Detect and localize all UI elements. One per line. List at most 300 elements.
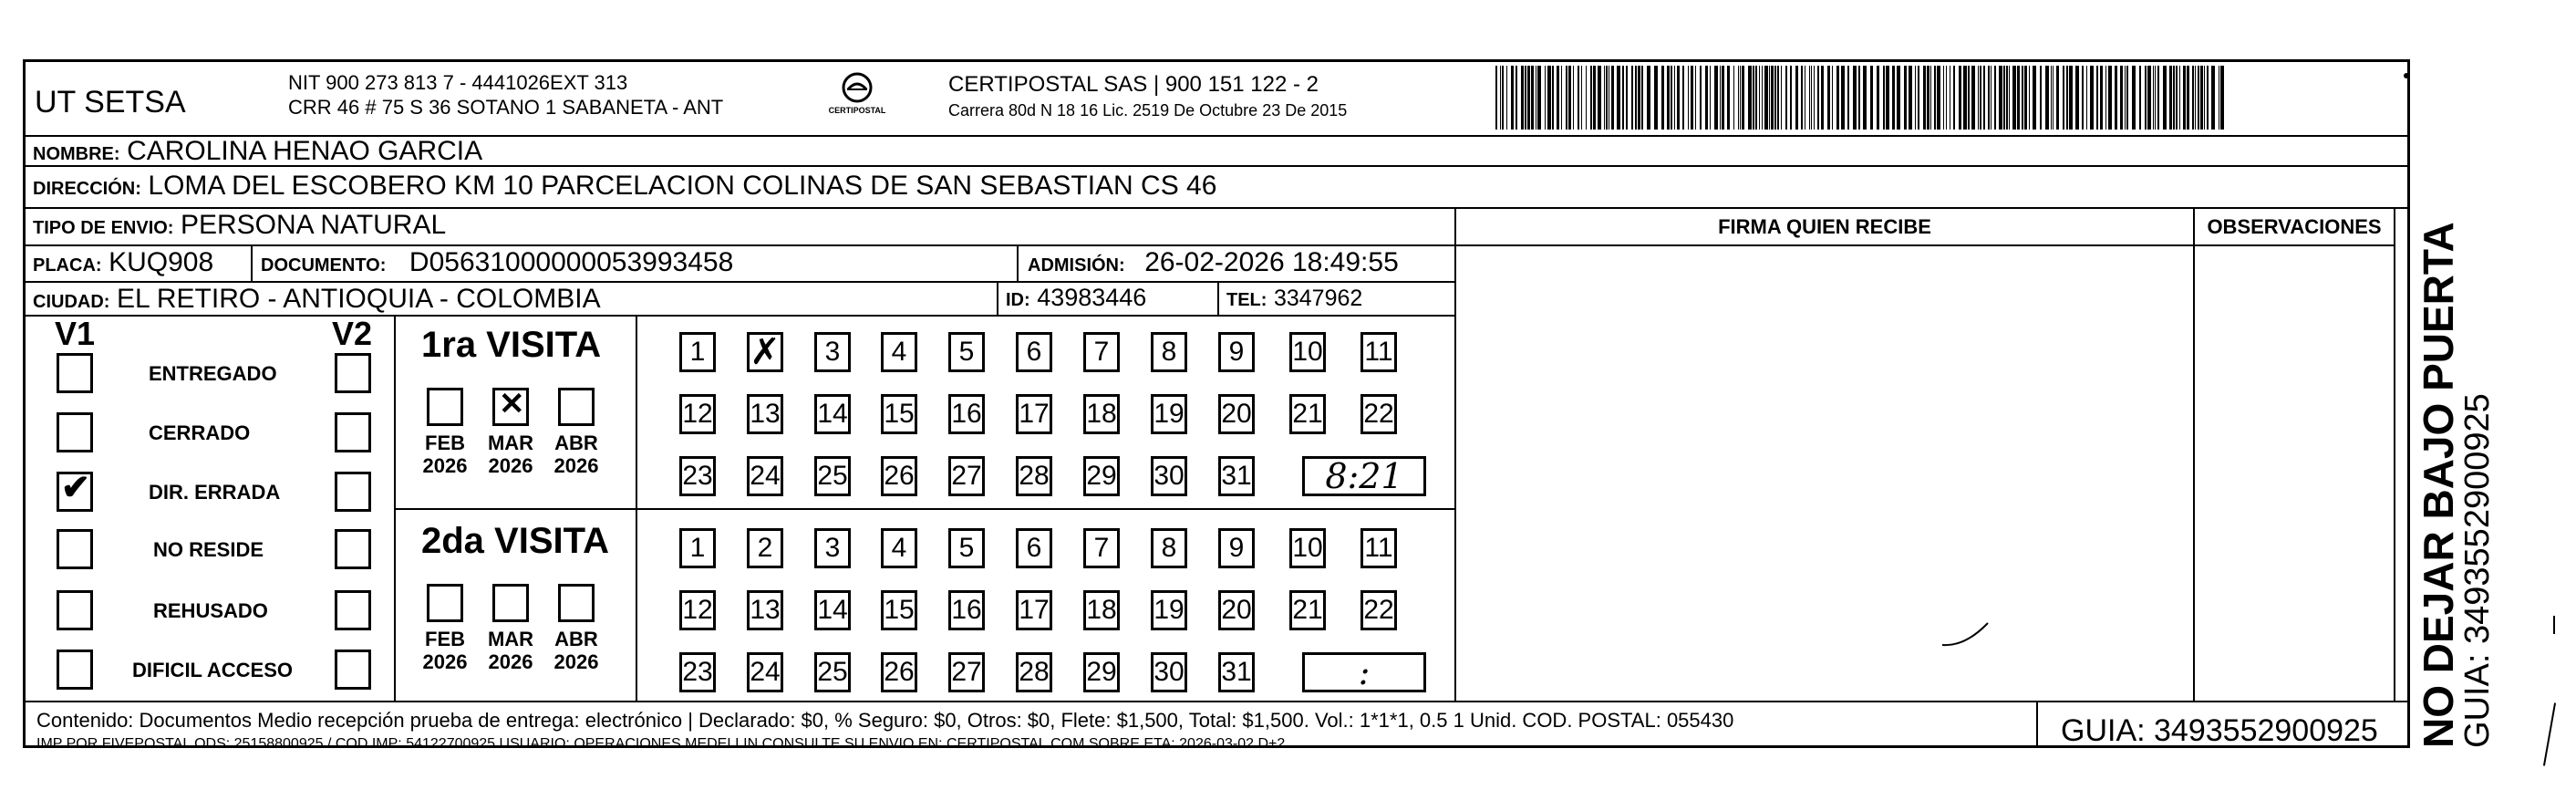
- ciudad-label: CIUDAD:: [33, 292, 110, 312]
- day-box[interactable]: [881, 456, 917, 496]
- divider: [2036, 701, 2038, 748]
- v1-checkbox[interactable]: [57, 590, 93, 630]
- barcode-bar: [2220, 66, 2224, 130]
- day-box[interactable]: [1151, 394, 1187, 434]
- barcode-bar: [1606, 66, 1608, 130]
- side-text: [2416, 222, 2497, 748]
- barcode-bar: [1759, 66, 1760, 130]
- divider: [997, 281, 998, 315]
- month-checkbox[interactable]: [427, 388, 463, 426]
- firma-header: FIRMA QUIEN RECIBE: [1718, 215, 1931, 238]
- day-number: 17: [1019, 595, 1050, 625]
- day-box[interactable]: [1218, 528, 1255, 568]
- barcode-bar: [1495, 66, 1497, 130]
- day-box[interactable]: [881, 332, 917, 372]
- day-number: 19: [1154, 595, 1185, 625]
- day-box[interactable]: [1016, 332, 1052, 372]
- day-box[interactable]: [881, 590, 917, 630]
- x-mark-icon: ✕: [499, 387, 525, 421]
- visit-title: 1ra VISITA: [421, 325, 602, 365]
- day-box[interactable]: [679, 528, 716, 568]
- visit-title: 2da VISITA: [421, 521, 609, 561]
- day-box[interactable]: [1083, 652, 1120, 692]
- barcode-bar: [1777, 66, 1779, 130]
- barcode-bar: [1586, 66, 1587, 130]
- barcode-bar: [1755, 66, 1757, 130]
- barcode-bar: [1790, 66, 1792, 130]
- day-number: 2: [757, 533, 773, 563]
- day-number: 11: [1364, 337, 1393, 367]
- day-box[interactable]: [881, 652, 917, 692]
- barcode-bar: [1918, 66, 1919, 130]
- day-box[interactable]: [814, 456, 851, 496]
- month-year: 2026: [553, 650, 599, 674]
- barcode-bar: [1691, 66, 1693, 130]
- barcode-bar: [1622, 66, 1624, 130]
- status-label: DIFICIL ACCESO: [132, 659, 294, 681]
- day-box[interactable]: [1218, 590, 1255, 630]
- barcode-bar: [2155, 66, 2156, 130]
- admision-row: [1028, 249, 1399, 276]
- day-box[interactable]: [679, 652, 716, 692]
- day-box[interactable]: [1218, 332, 1255, 372]
- month-checkbox[interactable]: [492, 388, 529, 426]
- day-number: 3: [824, 337, 841, 367]
- day-number: ✗: [750, 332, 781, 372]
- day-box[interactable]: [948, 332, 985, 372]
- month-name: FEB: [425, 431, 465, 454]
- day-number: 18: [1086, 595, 1117, 625]
- v1-checkbox[interactable]: [57, 412, 93, 452]
- day-number: 27: [951, 657, 982, 687]
- barcode-bar: [2040, 66, 2042, 130]
- barcode-bar: [1934, 66, 1936, 130]
- barcode-bar: [1904, 66, 1907, 130]
- v1-checkbox[interactable]: [57, 353, 93, 393]
- day-number: 21: [1292, 595, 1323, 625]
- v1-checkbox[interactable]: [57, 529, 93, 569]
- day-number: 1: [689, 337, 706, 367]
- day-box[interactable]: [1016, 652, 1052, 692]
- v2-checkbox[interactable]: [335, 650, 371, 690]
- day-box[interactable]: [1218, 394, 1255, 434]
- day-number: 3: [824, 533, 841, 563]
- barcode-bar: [1500, 66, 1501, 130]
- day-box[interactable]: [1083, 528, 1120, 568]
- barcode-bar: [1883, 66, 1885, 130]
- barcode-bar: [1547, 66, 1551, 130]
- day-box[interactable]: [1289, 332, 1326, 372]
- month-checkbox[interactable]: [492, 584, 529, 622]
- barcode-bar: [1753, 66, 1754, 130]
- dot-mark: [2404, 73, 2409, 78]
- documento-label: DOCUMENTO:: [261, 255, 387, 275]
- barcode-bar: [1943, 66, 1944, 130]
- tel-row: [1226, 286, 1362, 310]
- edge-mark: [2553, 616, 2555, 634]
- month-year: 2026: [422, 650, 468, 674]
- day-box[interactable]: [1151, 528, 1187, 568]
- no-dejar-text: NO DEJAR BAJO PUERTA: [2415, 222, 2462, 748]
- barcode-bar: [1946, 66, 1947, 130]
- status-label: ENTREGADO: [149, 362, 277, 385]
- time-value: 8:21: [1325, 456, 1403, 496]
- day-box[interactable]: [1289, 590, 1326, 630]
- barcode-bar: [1578, 66, 1579, 130]
- barcode-bar: [2139, 66, 2141, 130]
- barcode-bar: [1915, 66, 1916, 130]
- barcode-bar: [1667, 66, 1670, 130]
- barcode-bar: [2045, 66, 2049, 130]
- day-number: 26: [884, 461, 915, 491]
- carrier-name: CERTIPOSTAL SAS | 900 151 122 - 2: [948, 72, 1319, 97]
- day-number: 30: [1154, 657, 1185, 687]
- placa-row: [33, 249, 213, 276]
- day-box[interactable]: [1218, 456, 1255, 496]
- day-box[interactable]: [814, 652, 851, 692]
- admision-label: ADMISIÓN:: [1028, 255, 1125, 275]
- day-box[interactable]: [1083, 394, 1120, 434]
- barcode-bar: [1821, 66, 1824, 130]
- barcode-bar: [2115, 66, 2117, 130]
- month-checkbox[interactable]: [558, 584, 595, 622]
- barcode-bar: [1785, 66, 1787, 130]
- time-value: :: [1358, 652, 1371, 692]
- barcode-bar: [2066, 66, 2068, 130]
- barcode-bar: [2120, 66, 2123, 130]
- day-number: 9: [1228, 533, 1245, 563]
- day-box[interactable]: [747, 528, 783, 568]
- barcode-bar: [2207, 66, 2209, 130]
- v1-checkbox[interactable]: [57, 469, 93, 512]
- day-box[interactable]: [1218, 652, 1255, 692]
- divider: [394, 508, 1454, 510]
- day-box[interactable]: [1289, 528, 1326, 568]
- barcode-bar: [1647, 66, 1650, 130]
- day-box[interactable]: [747, 456, 783, 496]
- day-box[interactable]: [1083, 590, 1120, 630]
- barcode-bar: [1527, 66, 1530, 130]
- day-number: 27: [951, 461, 982, 491]
- barcode-bar: [1677, 66, 1680, 130]
- barcode-bar: [1720, 66, 1721, 130]
- day-box[interactable]: [948, 528, 985, 568]
- barcode-bar: [1502, 66, 1504, 130]
- day-box[interactable]: [1360, 528, 1397, 568]
- barcode-bar: [2033, 66, 2036, 130]
- day-box[interactable]: [948, 652, 985, 692]
- nit-line: NIT 900 273 813 7 - 4441026EXT 313: [288, 71, 628, 94]
- v2-checkbox[interactable]: [335, 590, 371, 630]
- barcode-bar: [1590, 66, 1592, 130]
- month-label: [483, 628, 538, 674]
- tel-label: TEL:: [1226, 290, 1267, 310]
- tipo-label: TIPO DE ENVIO:: [33, 218, 174, 238]
- day-number: 22: [1363, 399, 1394, 429]
- divider: [23, 244, 1454, 246]
- barcode-bar: [2012, 66, 2016, 130]
- barcode-bar: [1738, 66, 1739, 130]
- barcode-bar: [1832, 66, 1833, 130]
- day-number: 16: [951, 595, 982, 625]
- barcode-bar: [1892, 66, 1895, 130]
- barcode-bar: [1705, 66, 1708, 130]
- guia-number: GUIA: 3493552900925: [2061, 713, 2378, 748]
- barcode-bar: [2051, 66, 2052, 130]
- day-box[interactable]: [1083, 456, 1120, 496]
- month-year: 2026: [422, 454, 468, 478]
- documento-value: D05631000000053993458: [409, 247, 734, 277]
- barcode-bar: [1566, 66, 1567, 130]
- barcode-bar: [2125, 66, 2126, 130]
- month-name: ABR: [554, 431, 598, 454]
- barcode-bar: [2096, 66, 2098, 130]
- month-year: 2026: [553, 454, 599, 478]
- barcode-bar: [1971, 66, 1975, 130]
- day-box[interactable]: [1151, 590, 1187, 630]
- day-number: 17: [1019, 399, 1050, 429]
- barcode-bar: [1817, 66, 1819, 130]
- day-number: 4: [891, 337, 907, 367]
- day-box[interactable]: [814, 590, 851, 630]
- divider: [1454, 244, 2394, 246]
- day-box[interactable]: [881, 528, 917, 568]
- day-number: 30: [1154, 461, 1185, 491]
- day-number: 16: [951, 399, 982, 429]
- barcode-bar: [2176, 66, 2178, 130]
- day-number: 4: [891, 533, 907, 563]
- day-box[interactable]: [1289, 394, 1326, 434]
- status-label: REHUSADO: [153, 599, 268, 622]
- id-row: [1006, 286, 1146, 310]
- day-box[interactable]: [948, 456, 985, 496]
- barcode-bar: [1774, 66, 1776, 130]
- barcode-bar: [1853, 66, 1857, 130]
- day-box[interactable]: [1016, 528, 1052, 568]
- month-checkbox[interactable]: [558, 388, 595, 426]
- barcode-bar: [1516, 66, 1517, 130]
- ciudad-value: EL RETIRO - ANTIOQUIA - COLOMBIA: [116, 284, 601, 314]
- day-number: 13: [750, 399, 781, 429]
- v2-checkbox[interactable]: [335, 353, 371, 393]
- day-number: 26: [884, 657, 915, 687]
- barcode-bar: [1733, 66, 1734, 130]
- barcode-bar: [1581, 66, 1582, 130]
- divider: [23, 701, 2410, 702]
- barcode-bar: [1762, 66, 1763, 130]
- day-number: 11: [1364, 533, 1393, 563]
- barcode-bar: [1781, 66, 1782, 130]
- status-label: CERRADO: [149, 421, 251, 444]
- day-box[interactable]: [1083, 332, 1120, 372]
- barcode-bar: [2003, 66, 2005, 130]
- month-name: FEB: [425, 628, 465, 650]
- barcode-bar: [1827, 66, 1830, 130]
- month-label: [549, 431, 604, 478]
- day-box[interactable]: [1016, 590, 1052, 630]
- day-box[interactable]: [747, 332, 783, 372]
- barcode-bar: [2105, 66, 2106, 130]
- barcode-bar: [2169, 66, 2172, 130]
- barcode-bar: [2090, 66, 2094, 130]
- barcode-bar: [2195, 66, 2196, 130]
- day-box[interactable]: [747, 652, 783, 692]
- status-label: NO RESIDE: [153, 538, 264, 561]
- barcode-bar: [1769, 66, 1770, 130]
- barcode-bar: [2009, 66, 2010, 130]
- barcode-bar: [1557, 66, 1559, 130]
- v1-checkbox[interactable]: [57, 650, 93, 690]
- barcode-bar: [1795, 66, 1798, 130]
- tipo-value: PERSONA NATURAL: [180, 210, 447, 240]
- month-year: 2026: [488, 650, 533, 674]
- barcode-bar: [1537, 66, 1541, 130]
- day-box[interactable]: [948, 590, 985, 630]
- barcode-bar: [1638, 66, 1640, 130]
- day-box[interactable]: [1016, 394, 1052, 434]
- day-box[interactable]: [679, 394, 716, 434]
- day-box[interactable]: [1360, 394, 1397, 434]
- id-label: ID:: [1006, 290, 1030, 310]
- barcode-bar: [2069, 66, 2073, 130]
- barcode-bar: [1545, 66, 1546, 130]
- documento-row: [261, 249, 733, 276]
- barcode-bar: [1959, 66, 1961, 130]
- status-label: DIR. ERRADA: [149, 481, 281, 504]
- barcode-bar: [1858, 66, 1860, 130]
- day-box[interactable]: [1151, 652, 1187, 692]
- time-box[interactable]: [1302, 652, 1426, 692]
- barcode-bar: [1863, 66, 1867, 130]
- v2-header: V2: [332, 315, 373, 352]
- day-box[interactable]: [1360, 332, 1397, 372]
- month-name: ABR: [554, 628, 598, 650]
- day-box[interactable]: [1151, 456, 1187, 496]
- day-number: 8: [1161, 337, 1177, 367]
- observaciones-header: OBSERVACIONES: [2207, 215, 2382, 238]
- day-number: 10: [1292, 337, 1323, 367]
- direccion-row: [33, 172, 1216, 200]
- barcode-bar: [2179, 66, 2180, 130]
- day-box[interactable]: [679, 590, 716, 630]
- barcode-bar: [1714, 66, 1718, 130]
- day-number: 7: [1093, 337, 1110, 367]
- day-number: 12: [682, 595, 713, 625]
- day-box[interactable]: [814, 332, 851, 372]
- company-name: UT SETSA: [35, 85, 186, 120]
- barcode-bar: [1674, 66, 1675, 130]
- barcode-bar: [1740, 66, 1741, 130]
- barcode-bar: [1999, 66, 2002, 130]
- divider: [23, 315, 1454, 317]
- barcode-bar: [1847, 66, 1849, 130]
- barcode-bar: [1617, 66, 1620, 130]
- day-box[interactable]: [1016, 456, 1052, 496]
- day-number: 14: [817, 595, 848, 625]
- day-number: 22: [1363, 595, 1394, 625]
- barcode-bar: [1695, 66, 1696, 130]
- v2-checkbox[interactable]: [335, 412, 371, 452]
- barcode-bar: [2211, 66, 2215, 130]
- divider: [251, 244, 253, 281]
- barcode-bar: [1978, 66, 1979, 130]
- barcode-bar: [2017, 66, 2020, 130]
- barcode-bar: [1994, 66, 1996, 130]
- day-box[interactable]: [948, 394, 985, 434]
- barcode-bar: [2198, 66, 2199, 130]
- day-box[interactable]: [1151, 332, 1187, 372]
- barcode-bar: [1809, 66, 1810, 130]
- day-number: 28: [1019, 461, 1050, 491]
- check-mark-icon: ✔: [61, 469, 90, 507]
- barcode-bar: [1909, 66, 1912, 130]
- id-value: 43983446: [1037, 284, 1147, 311]
- barcode-bar: [2163, 66, 2167, 130]
- tel-value: 3347962: [1273, 286, 1363, 311]
- side-guia-text: GUIA: 3493552900925: [2458, 393, 2498, 748]
- barcode-bar: [1983, 66, 1985, 130]
- day-box[interactable]: [881, 394, 917, 434]
- barcode-bar: [1688, 66, 1689, 130]
- certipostal-logo: [825, 71, 889, 122]
- day-number: 29: [1086, 657, 1117, 687]
- barcode-bar: [2192, 66, 2194, 130]
- divider: [1454, 207, 1456, 701]
- barcode-bar: [1710, 66, 1711, 130]
- day-box[interactable]: [747, 394, 783, 434]
- barcode-bar: [1561, 66, 1562, 130]
- day-number: 10: [1292, 533, 1323, 563]
- signature-mark: [1938, 616, 2002, 652]
- day-number: 19: [1154, 399, 1185, 429]
- divider: [1017, 244, 1019, 281]
- barcode-bar: [2187, 66, 2189, 130]
- month-label: [418, 431, 472, 478]
- barcode-bar: [1511, 66, 1514, 130]
- barcode-bar: [1700, 66, 1702, 130]
- day-box[interactable]: [679, 456, 716, 496]
- day-number: 23: [682, 461, 713, 491]
- barcode-bar: [1521, 66, 1524, 130]
- day-box[interactable]: [679, 332, 716, 372]
- barcode-bar: [1626, 66, 1628, 130]
- imp-line: IMP POR FIVEPOSTAL ODS: 25158800925 / COD.IMP: 54122700925 USUARIO: OPERACIONES MEDELLIN CONSULTE SU ENVIO EN: CERTIPOSTAL.COM SOBRE ETA: 2026-03-02 D+2: [36, 736, 1286, 752]
- barcode-bar: [1748, 66, 1752, 130]
- day-number: 5: [958, 533, 975, 563]
- month-checkbox[interactable]: [427, 584, 463, 622]
- company-address: CRR 46 # 75 S 36 SOTANO 1 SABANETA - ANT: [288, 96, 724, 119]
- barcode-bar: [1836, 66, 1839, 130]
- v2-checkbox[interactable]: [335, 472, 371, 512]
- time-box[interactable]: [1302, 456, 1426, 496]
- tipo-row: [33, 212, 446, 239]
- day-number: 18: [1086, 399, 1117, 429]
- day-number: 5: [958, 337, 975, 367]
- day-box[interactable]: [1360, 590, 1397, 630]
- nombre-label: NOMBRE:: [33, 144, 120, 164]
- barcode-bar: [1654, 66, 1658, 130]
- direccion-label: DIRECCIÓN:: [33, 179, 141, 199]
- v2-checkbox[interactable]: [335, 529, 371, 569]
- barcode-bar: [1598, 66, 1601, 130]
- day-box[interactable]: [747, 590, 783, 630]
- barcode-bar: [1771, 66, 1774, 130]
- logo-text: CERTIPOSTAL: [828, 106, 886, 115]
- day-box[interactable]: [814, 394, 851, 434]
- day-box[interactable]: [814, 528, 851, 568]
- edge-mark: [2543, 702, 2556, 765]
- barcode-bar: [1963, 66, 1967, 130]
